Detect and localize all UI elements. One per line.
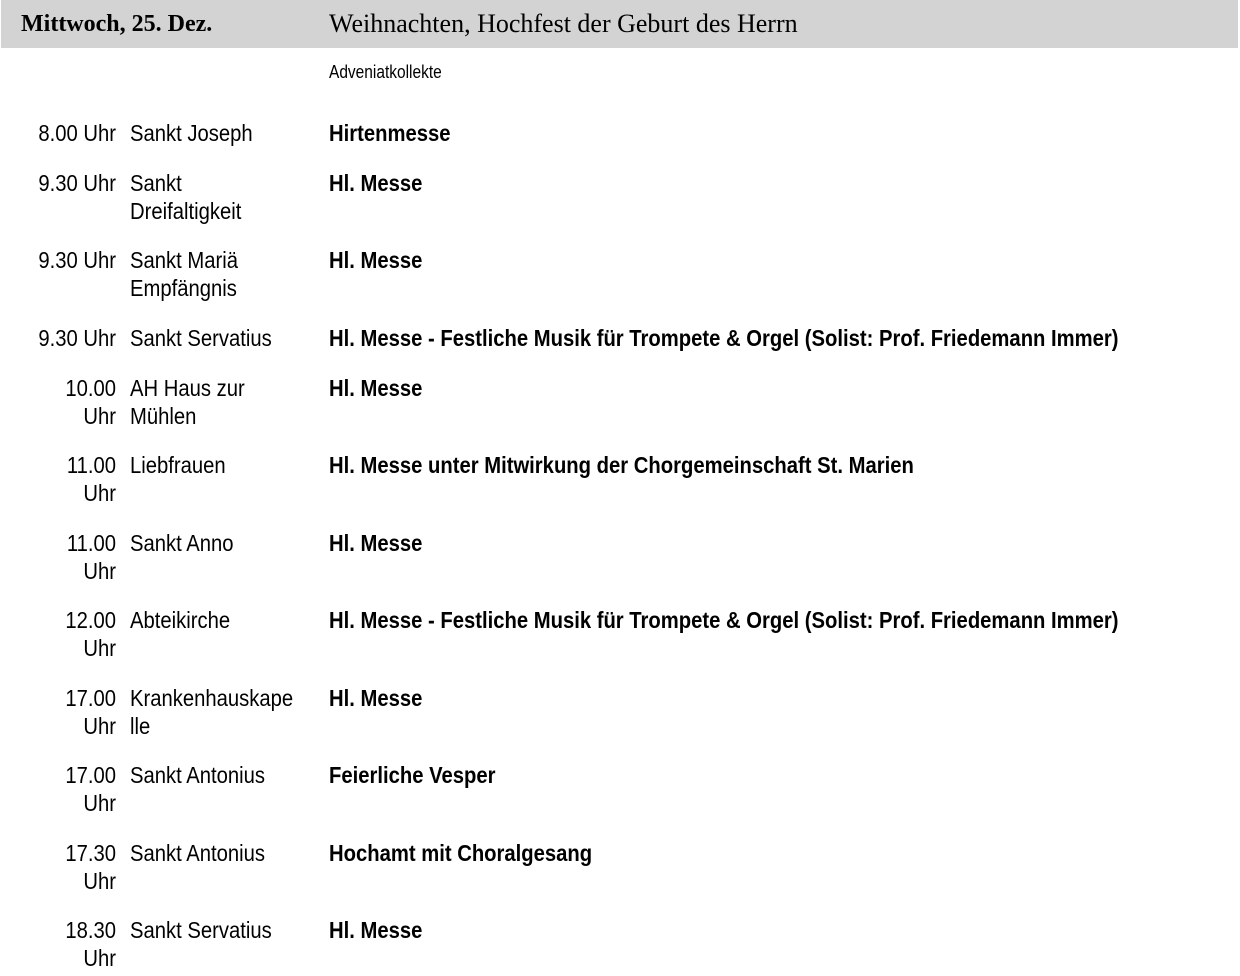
service-time-line: 10.00	[65, 375, 116, 401]
service-time	[14, 606, 116, 662]
service-time	[14, 451, 116, 507]
service-place-line: Sankt Mariä	[130, 247, 238, 273]
service-time-line: 17.00	[65, 762, 116, 788]
service-time-line: 17.30	[65, 840, 116, 866]
service-event: Hl. Messe - Festliche Musik für Trompete & Orgel (Solist: Prof. Friedemann Immer)	[329, 607, 1119, 633]
service-time	[14, 169, 116, 197]
service-place-line: Sankt Servatius	[130, 917, 272, 943]
service-time-line: Uhr	[83, 480, 116, 506]
service-time-line: 9.30 Uhr	[38, 170, 116, 196]
service-place-line: Sankt Servatius	[130, 325, 272, 351]
service-place	[130, 684, 302, 740]
service-place	[130, 761, 302, 789]
day-title: Weihnachten, Hochfest der Geburt des Herrn	[329, 9, 798, 38]
service-place-line: Liebfrauen	[130, 452, 226, 478]
service-time-line: 8.00 Uhr	[38, 120, 116, 146]
service-place-line: Sankt	[130, 170, 182, 196]
service-time-line: 9.30 Uhr	[38, 325, 116, 351]
service-time	[14, 916, 116, 972]
service-place-line: Krankenhauskape	[130, 685, 294, 711]
service-time-line: Uhr	[83, 713, 116, 739]
service-time	[14, 324, 116, 352]
service-place-line: Dreifaltigkeit	[130, 198, 242, 224]
service-event: Feierliche Vesper	[329, 762, 496, 788]
day-header	[1, 0, 1238, 48]
service-event: Hochamt mit Choralgesang	[329, 840, 593, 866]
service-time	[14, 839, 116, 895]
service-time-line: 9.30 Uhr	[38, 247, 116, 273]
service-event: Hirtenmesse	[329, 120, 451, 146]
service-place-line: Sankt Anno	[130, 530, 234, 556]
service-time	[14, 529, 116, 585]
service-time-line: Uhr	[83, 790, 116, 816]
service-place	[130, 451, 302, 479]
service-event: Hl. Messe	[329, 170, 423, 196]
service-row	[0, 246, 1240, 306]
service-place-line: Sankt Joseph	[130, 120, 253, 146]
service-event: Hl. Messe	[329, 247, 423, 273]
service-time-line: Uhr	[83, 403, 116, 429]
service-place-line: Abteikirche	[130, 607, 231, 633]
service-event: Hl. Messe	[329, 530, 423, 556]
service-row	[0, 529, 1240, 589]
service-time-line: 17.00	[65, 685, 116, 711]
service-time-line: Uhr	[83, 558, 116, 584]
service-time	[14, 246, 116, 274]
service-place	[130, 606, 302, 634]
service-time	[14, 374, 116, 430]
service-event: Hl. Messe	[329, 685, 423, 711]
day-date: Mittwoch, 25. Dez.	[21, 11, 213, 37]
service-time	[14, 684, 116, 740]
service-place	[130, 169, 302, 225]
service-row	[0, 684, 1240, 744]
service-place	[130, 839, 302, 867]
service-time-line: Uhr	[83, 868, 116, 894]
service-time	[14, 119, 116, 147]
service-event: Hl. Messe	[329, 375, 423, 401]
service-place	[130, 374, 302, 430]
service-place	[130, 246, 302, 302]
service-row	[0, 451, 1240, 511]
service-place-line: Sankt Antonius	[130, 762, 266, 788]
service-time-line: Uhr	[83, 945, 116, 971]
service-place	[130, 529, 302, 557]
service-event: Hl. Messe - Festliche Musik für Trompete & Orgel (Solist: Prof. Friedemann Immer)	[329, 325, 1119, 351]
service-time-line: 11.00	[66, 530, 116, 556]
service-event: Hl. Messe	[329, 917, 423, 943]
service-time-line: Uhr	[83, 635, 116, 661]
service-time	[14, 761, 116, 817]
service-place	[130, 119, 302, 147]
service-row	[0, 374, 1240, 434]
service-time-line: 18.30	[65, 917, 116, 943]
service-row	[0, 169, 1240, 229]
service-place	[130, 916, 302, 944]
service-row	[0, 839, 1240, 899]
service-row	[0, 606, 1240, 666]
service-place-line: lle	[130, 713, 151, 739]
service-place-line: Sankt Antonius	[130, 840, 266, 866]
collection-note: Adveniatkollekte	[329, 62, 442, 82]
service-row	[0, 916, 1240, 976]
service-event: Hl. Messe unter Mitwirkung der Chorgemeinschaft St. Marien	[329, 452, 914, 478]
service-row	[0, 761, 1240, 821]
service-time-line: 12.00	[65, 607, 116, 633]
service-place-line: AH Haus zur	[130, 375, 245, 401]
service-place	[130, 324, 302, 352]
service-place-line: Mühlen	[130, 403, 197, 429]
service-place-line: Empfängnis	[130, 275, 237, 301]
service-time-line: 11.00	[66, 452, 116, 478]
